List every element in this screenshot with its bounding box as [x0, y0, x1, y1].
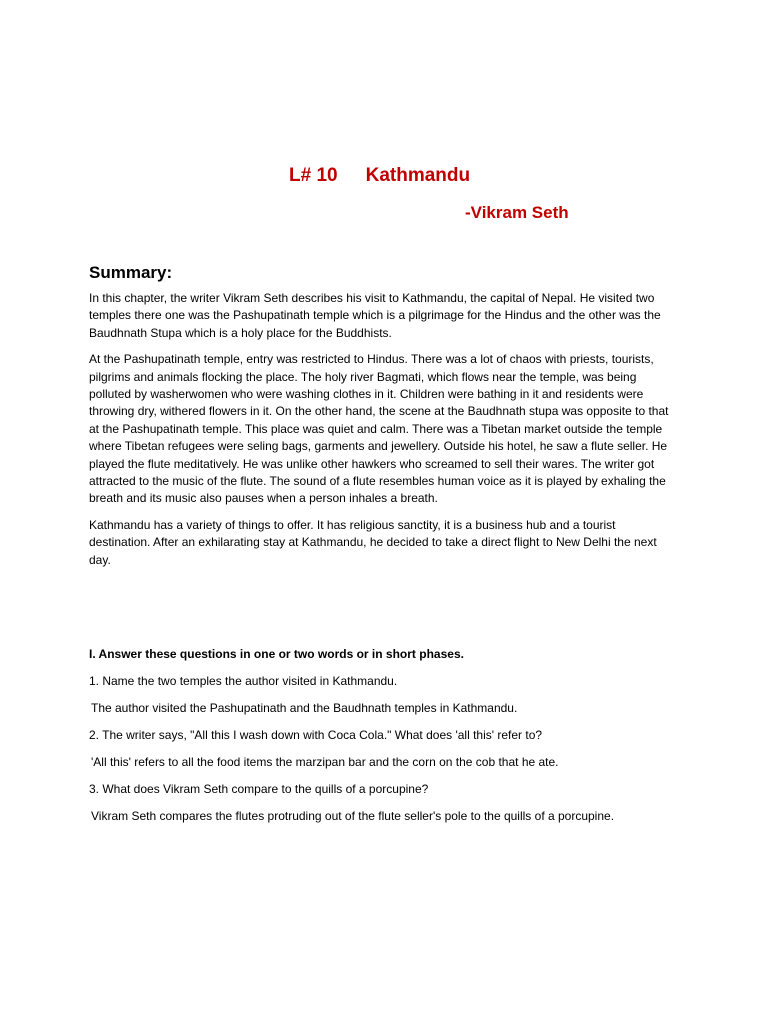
- questions-section: [89, 646, 689, 835]
- answer-text: Vikram Seth compares the flutes protruding out of the flute seller's pole to the quills of a porcupine.: [91, 809, 615, 823]
- summary-paragraph: Kathmandu has a variety of things to offer. It has religious sanctity, it is a business hub and a tourist destination. After an exhilarating stay at Kathmandu, he decided to take a direct flight to New Delhi the next day.: [89, 517, 657, 567]
- author-name: -Vikram Seth: [465, 203, 569, 222]
- lesson-title: [289, 165, 470, 187]
- answer-text: 'All this' refers to all the food items the marzipan bar and the corn on the cob that he ate.: [91, 755, 559, 769]
- summary-paragraph: At the Pashupatinath temple, entry was restricted to Hindus. There was a lot of chaos with priests, tourists, pilgrims and animals flocking the place. The holy river Bagmati, which flows near the temple, was being polluted by washerwomen who were washing clothes in it. Children were bathing in it and residents were throwing dry, withered flowers in it. On the other hand, the scene at the Baudhnath stupa was opposite to that at the Pashupatinath temple. This place was quiet and calm. There was a Tibetan market outside the temple where Tibetan refugees were seling bags, garments and jewellery. Outside his hotel, he saw a flute seller. He played the flute meditatively. He was unlike other hawkers who screamed to sell their wares. The writer got attracted to the music of the flute. The sound of a flute resembles human voice as it is played by exhaling the breath and its music also pauses when a person inhales a breath.: [89, 352, 669, 506]
- question-text: 2. The writer says, "All this I wash down with Coca Cola." What does 'all this' refer to?: [89, 728, 543, 742]
- question-text: 1. Name the two temples the author visited in Kathmandu.: [89, 674, 398, 688]
- summary-body: [89, 290, 679, 578]
- summary-heading: Summary:: [89, 263, 173, 282]
- lesson-name: Kathmandu: [365, 165, 471, 186]
- questions-heading: I. Answer these questions in one or two words or in short phases.: [89, 647, 464, 661]
- summary-paragraph: In this chapter, the writer Vikram Seth describes his visit to Kathmandu, the capital of Nepal. He visited two temples there one was the Pashupatinath temple which is a pilgrimage for the Hindus and the other was the Baudhnath Stupa which is a holy place for the Buddhists.: [89, 291, 661, 340]
- question-text: 3. What does Vikram Seth compare to the quills of a porcupine?: [89, 782, 429, 796]
- answer-text: The author visited the Pashupatinath and the Baudhnath temples in Kathmandu.: [91, 701, 518, 715]
- lesson-number: L# 10: [289, 165, 338, 186]
